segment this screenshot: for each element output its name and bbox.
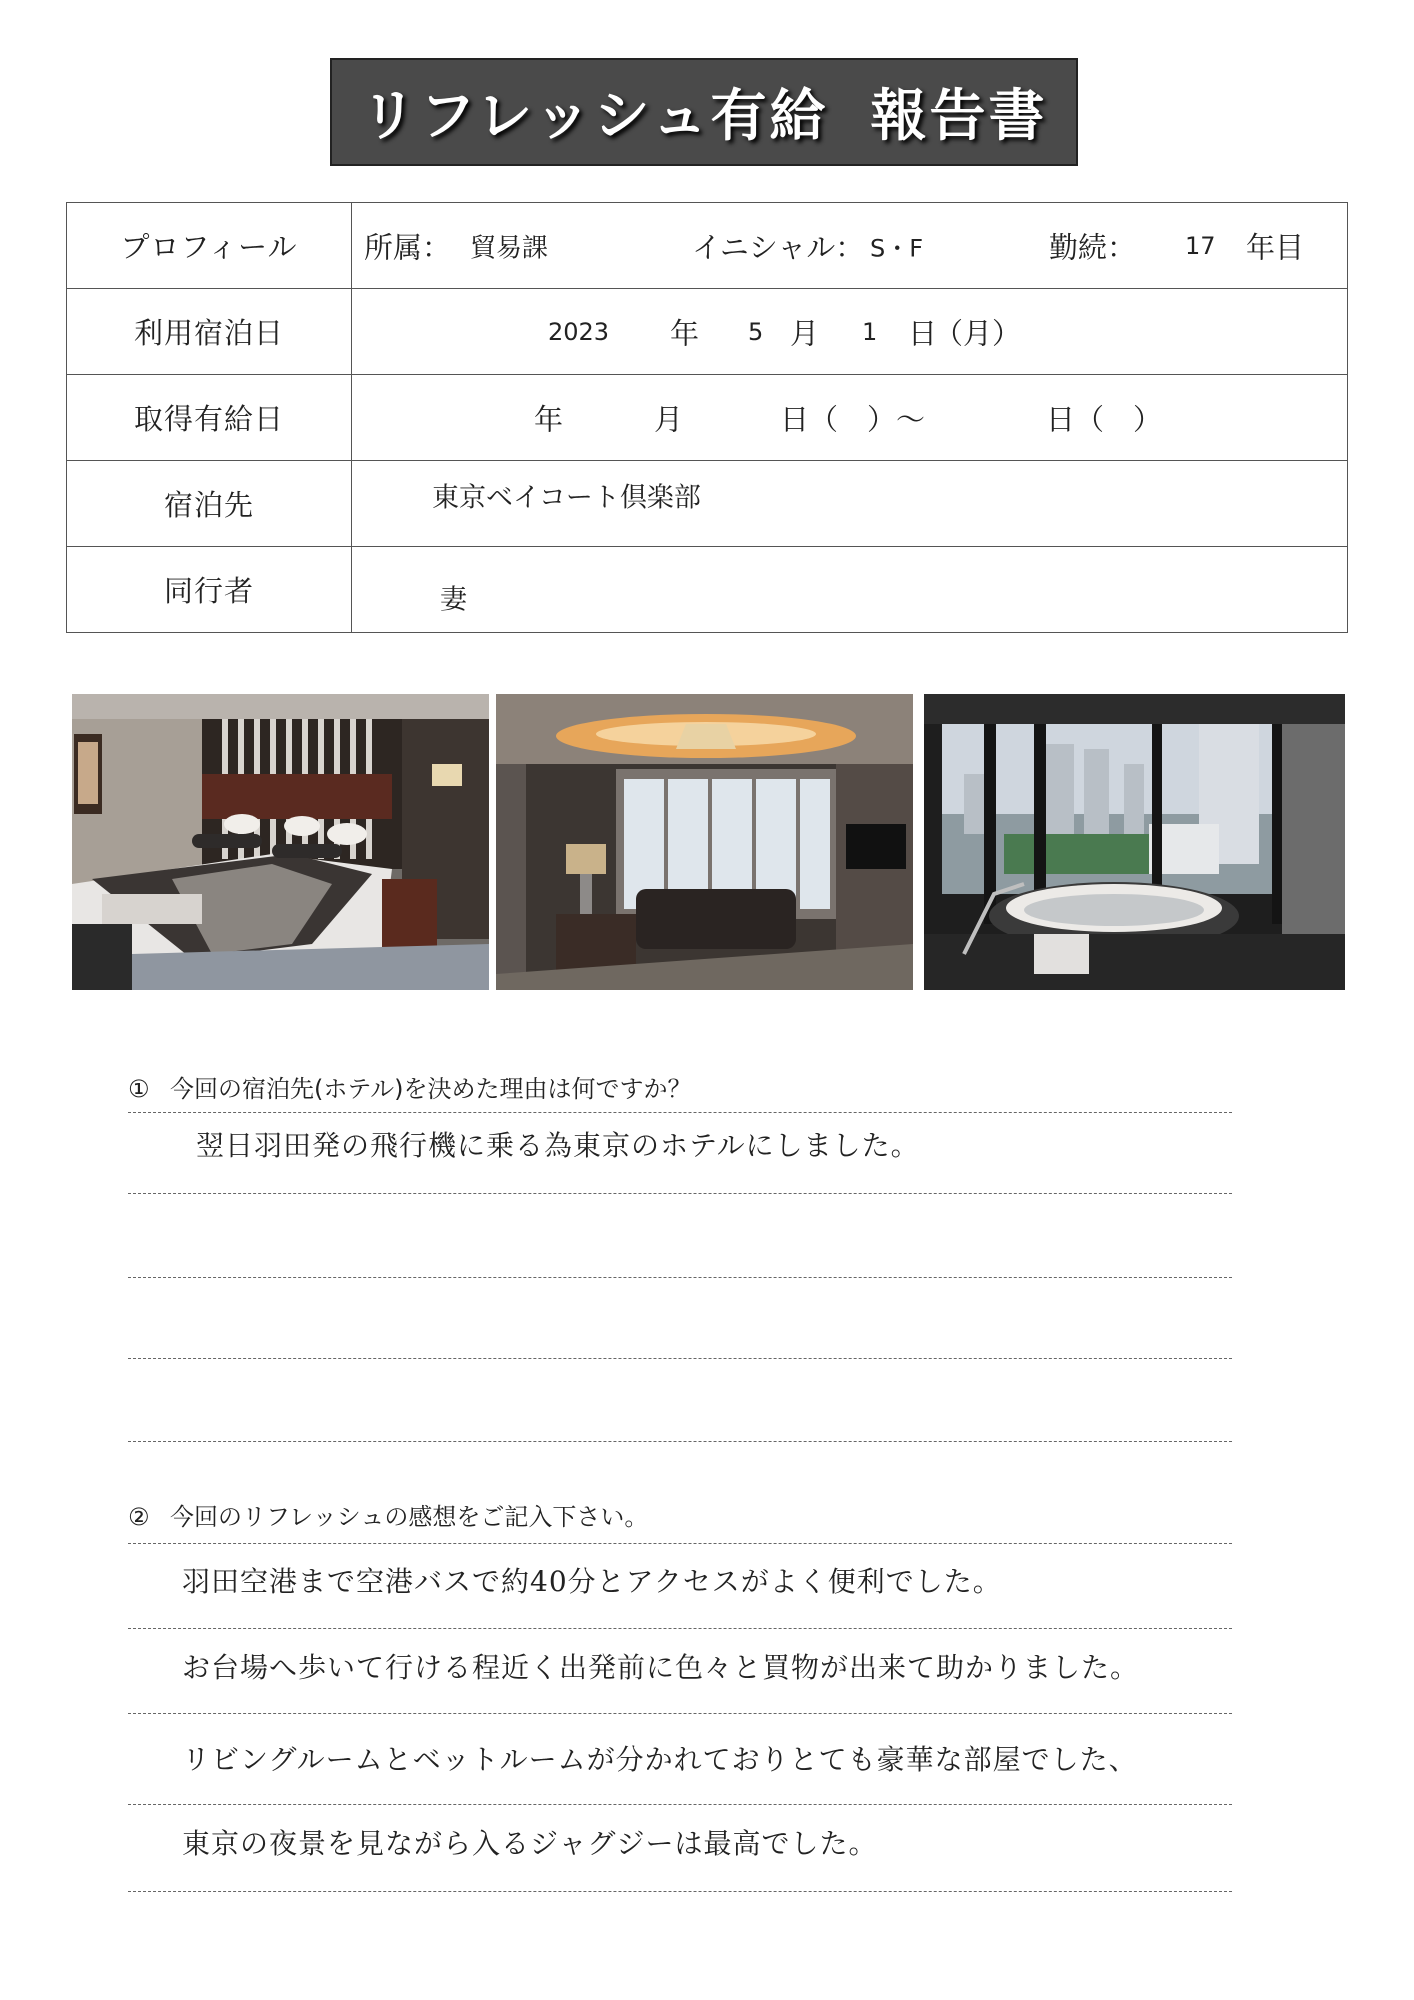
leave-day-unit: 日（ ）～ <box>780 402 926 436</box>
leave-end-day-unit: 日（ ） <box>1046 402 1163 436</box>
stay-month-unit: 月 <box>790 316 820 350</box>
answer-2-line-1: 羽田空港まで空港バスで約40分とアクセスがよく便利でした。 <box>182 1565 1002 1598</box>
profile-table <box>66 202 1348 633</box>
question-1-text: 今回の宿泊先(ホテル)を決めた理由は何ですか？ <box>170 1075 692 1103</box>
leave-year-unit: 年 <box>534 402 564 436</box>
stay-date-label: 利用宿泊日 <box>67 289 352 375</box>
leave-date-row <box>67 375 1348 461</box>
question-1-mark: ① <box>128 1075 150 1103</box>
dash-line <box>128 1543 1232 1544</box>
hotel-label: 宿泊先 <box>67 461 352 547</box>
companion-cell <box>352 547 1348 633</box>
report-title-box <box>330 58 1078 166</box>
tenure-unit: 年目 <box>1246 230 1305 264</box>
dash-line <box>128 1441 1232 1442</box>
stay-date-row <box>67 289 1348 375</box>
title-part1: リフレッシュ有給 <box>360 84 829 149</box>
initial-label: イニシャル： <box>692 230 865 264</box>
dash-line <box>128 1804 1232 1805</box>
dash-line <box>128 1277 1232 1278</box>
leave-date-cell <box>352 375 1348 461</box>
living-room-photo <box>496 694 913 990</box>
question-2-text: 今回のリフレッシュの感想をご記入下さい。 <box>170 1503 649 1531</box>
leave-date-label: 取得有給日 <box>67 375 352 461</box>
question-2-mark: ② <box>128 1503 150 1531</box>
dash-line <box>128 1713 1232 1714</box>
dept-value: 貿易課 <box>470 233 549 263</box>
answer-2-line-3: リビングルームとベットルームが分かれておりとても豪華な部屋でした、 <box>182 1743 1138 1776</box>
dash-line <box>128 1193 1232 1194</box>
title-part2: 報告書 <box>870 84 1048 149</box>
answer-1-line-1: 翌日羽田発の飛行機に乗る為東京のホテルにしました。 <box>196 1129 920 1162</box>
companion-value: 妻 <box>440 584 467 616</box>
dash-line <box>128 1112 1232 1113</box>
stay-weekday: （月） <box>934 316 1022 350</box>
profile-label: プロフィール <box>67 203 352 289</box>
leave-month-unit: 月 <box>654 402 684 436</box>
question-2 <box>128 1497 648 1532</box>
stay-year: 2023 <box>548 317 610 346</box>
tenure-value: 17 <box>1185 231 1216 260</box>
tenure-label: 勤続： <box>1049 230 1137 264</box>
stay-year-unit: 年 <box>670 316 700 350</box>
hotel-cell <box>352 461 1348 547</box>
stay-date-cell <box>352 289 1348 375</box>
companion-label: 同行者 <box>67 547 352 633</box>
stay-day: 1 <box>862 317 878 346</box>
profile-cell <box>352 203 1348 289</box>
dash-line <box>128 1891 1232 1892</box>
profile-row <box>67 203 1348 289</box>
stay-day-unit: 日 <box>908 316 938 350</box>
question-1 <box>128 1069 692 1104</box>
photo-strip <box>0 694 1414 990</box>
dash-line <box>128 1628 1232 1629</box>
dash-line <box>128 1358 1232 1359</box>
stay-month: 5 <box>748 317 764 346</box>
jacuzzi-photo <box>924 694 1345 990</box>
hotel-row <box>67 461 1348 547</box>
report-title <box>360 72 1047 152</box>
hotel-value: 東京ベイコート倶楽部 <box>432 482 701 514</box>
bedroom-photo <box>72 694 489 990</box>
dept-label: 所属： <box>364 230 452 264</box>
answer-2-line-2: お台場へ歩いて行ける程近く出発前に色々と買物が出来て助かりました。 <box>182 1651 1140 1684</box>
answer-2-line-4: 東京の夜景を見ながら入るジャグジーは最高でした。 <box>182 1827 878 1860</box>
companion-row <box>67 547 1348 633</box>
initial-value: S・F <box>870 234 924 262</box>
